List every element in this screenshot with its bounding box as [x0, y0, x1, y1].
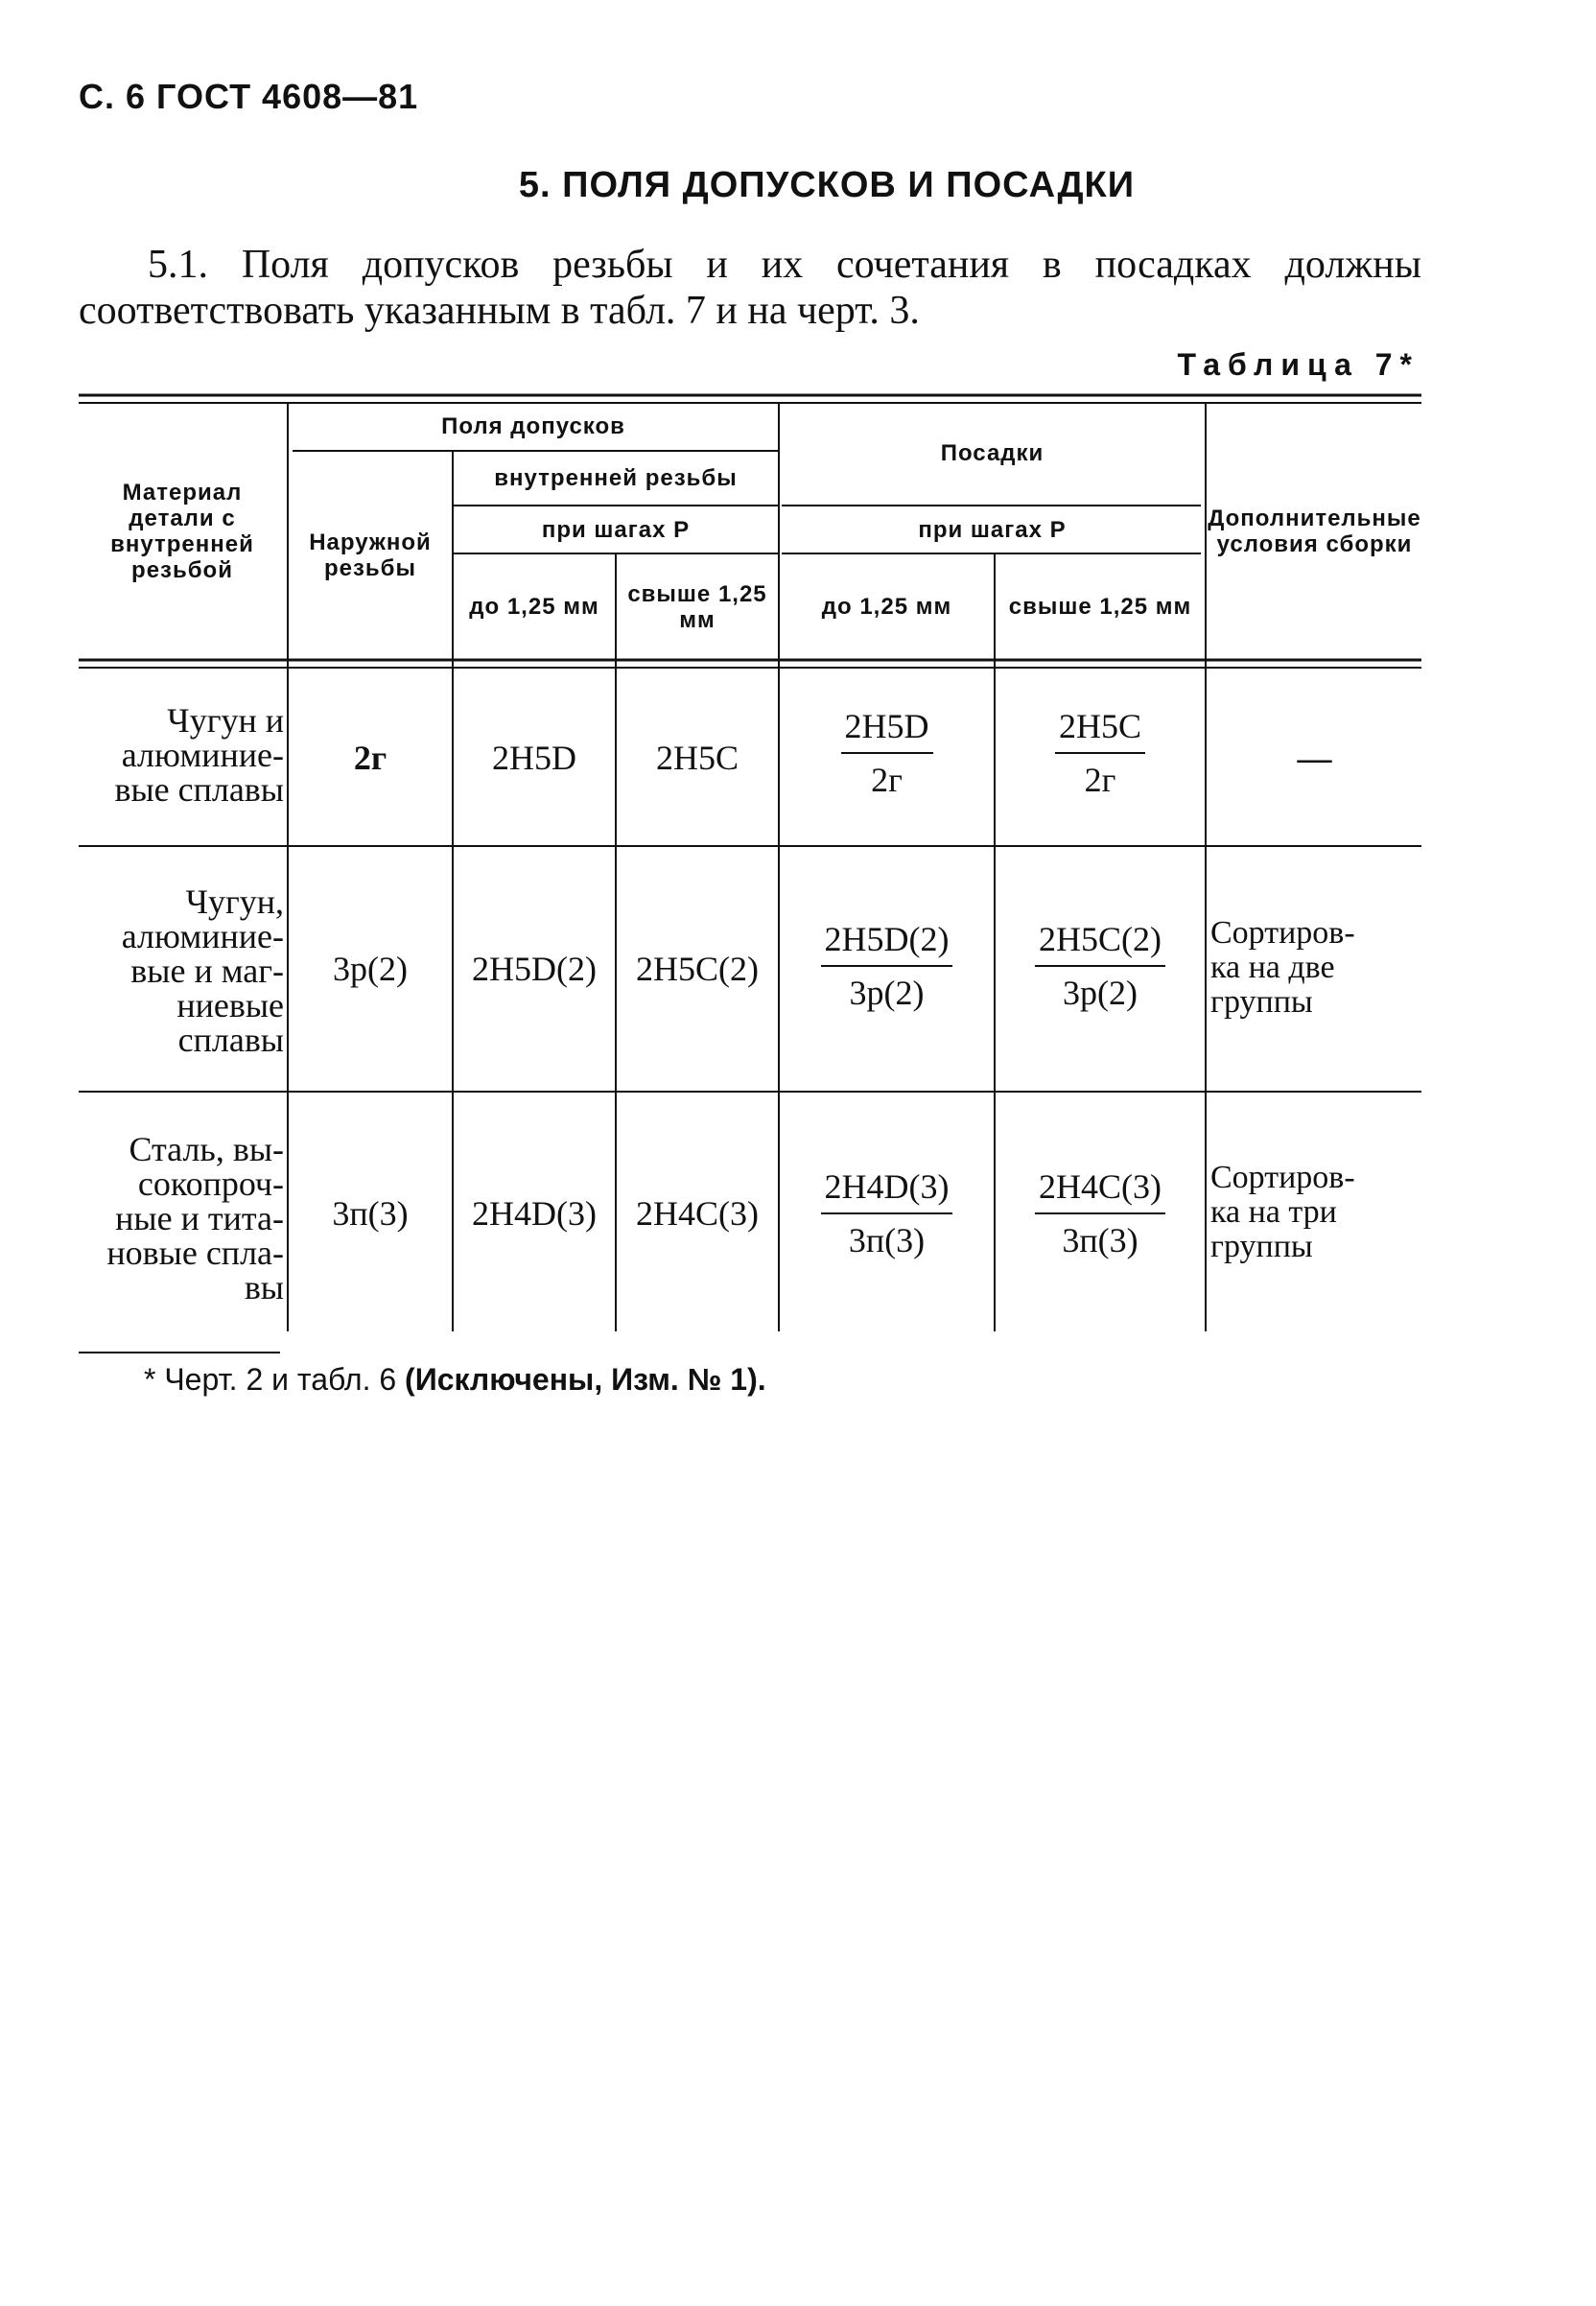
condition-line: группы	[1210, 1229, 1313, 1264]
header-over-1-25-internal: свыше 1,25 мм	[627, 580, 767, 633]
row-2-internal-upto: 2H5D(2)	[472, 950, 597, 988]
section-title: 5. ПОЛЯ ДОПУСКОВ И ПОСАДКИ	[518, 165, 1136, 205]
fit-numerator: 2H5C	[1055, 706, 1145, 754]
material-line: вы	[244, 1268, 284, 1306]
table-label: Таблица 7*	[1177, 347, 1420, 382]
fit-denominator: 3п(3)	[1062, 1221, 1138, 1259]
material-line: ниевые	[176, 986, 284, 1024]
condition-line: ка на три	[1210, 1194, 1337, 1230]
header-material: Материал детали с внутренней резьбой	[110, 480, 254, 583]
condition-line: Сортиров-	[1210, 915, 1355, 951]
row-3-material	[82, 1132, 284, 1305]
material-line: алюминие-	[121, 736, 284, 774]
row-1-internal-over: 2H5C	[655, 739, 739, 777]
page-header: С. 6 ГОСТ 4608—81	[79, 77, 419, 116]
row-3-condition	[1210, 1161, 1421, 1264]
row-3-fit-upto	[781, 1166, 993, 1260]
footnote-bold: (Исключены, Изм. № 1).	[405, 1362, 766, 1397]
fit-numerator: 2H4D(3)	[821, 1166, 953, 1214]
footnote	[144, 1362, 766, 1398]
condition-line: ка на две	[1210, 950, 1335, 985]
condition-line: группы	[1210, 984, 1313, 1020]
row-3-external: 3п(3)	[332, 1194, 409, 1233]
row-1-condition: —	[1297, 739, 1332, 777]
material-line: Чугун и	[167, 701, 284, 740]
header-pitch-p-fits: при шагах P	[918, 516, 1067, 543]
row-1-fit-over	[997, 706, 1204, 800]
row-1-external: 2г	[353, 739, 387, 777]
row-1-material	[82, 703, 284, 807]
fit-numerator: 2H4C(3)	[1035, 1166, 1165, 1214]
row-2-fit-upto	[781, 919, 993, 1013]
row-2-condition	[1210, 916, 1421, 1020]
header-internal-thread: внутренней резьбы	[494, 465, 738, 491]
header-tolerance-fields: Поля допусков	[441, 412, 625, 439]
row-1-internal-upto: 2H5D	[492, 739, 576, 777]
fit-numerator: 2H5D	[841, 706, 933, 754]
row-1-fit-upto	[781, 706, 993, 800]
row-2-fit-over	[997, 919, 1204, 1013]
row-2-material	[82, 884, 284, 1057]
fit-numerator: 2H5D(2)	[821, 919, 953, 967]
fit-denominator: 2г	[871, 761, 903, 799]
paragraph-5-1: 5.1. Поля допусков резьбы и их сочетания в посадках должны соответствовать указанным в табл. 7 и на черт. 3.	[79, 243, 1421, 333]
row-3-internal-upto: 2H4D(3)	[472, 1194, 597, 1233]
material-line: сокопроч-	[137, 1165, 284, 1203]
header-upto-1-25-internal: до 1,25 мм	[469, 594, 599, 620]
material-line: Сталь, вы-	[129, 1130, 284, 1168]
header-fits: Посадки	[940, 440, 1044, 466]
material-line: Чугун,	[185, 882, 284, 921]
row-3-internal-over: 2H4C(3)	[636, 1194, 759, 1233]
footnote-text: * Черт. 2 и табл. 6	[144, 1362, 406, 1397]
material-line: сплавы	[177, 1021, 284, 1059]
fit-denominator: 2г	[1084, 761, 1116, 799]
material-line: новые спла-	[106, 1234, 284, 1272]
material-line: ные и тита-	[115, 1199, 284, 1237]
material-line: вые и маг-	[130, 952, 284, 990]
material-line: алюминие-	[121, 917, 284, 955]
fit-denominator: 3p(2)	[1063, 974, 1138, 1012]
row-3-fit-over	[997, 1166, 1204, 1260]
row-2-internal-over: 2H5C(2)	[636, 950, 759, 988]
row-2-external: 3p(2)	[333, 950, 408, 988]
header-over-1-25-fits: свыше 1,25 мм	[1008, 594, 1192, 620]
header-pitch-p-internal: при шагах P	[541, 516, 691, 543]
header-external-thread: Наружной резьбы	[309, 529, 432, 581]
material-line: вые сплавы	[114, 770, 284, 809]
condition-line: Сортиров-	[1210, 1160, 1355, 1195]
header-extra-conditions: Дополнительные условия сборки	[1208, 506, 1421, 557]
fit-denominator: 3п(3)	[848, 1221, 926, 1259]
fit-numerator: 2H5C(2)	[1035, 919, 1165, 967]
header-upto-1-25-fits: до 1,25 мм	[821, 594, 952, 620]
fit-denominator: 3p(2)	[849, 974, 925, 1012]
